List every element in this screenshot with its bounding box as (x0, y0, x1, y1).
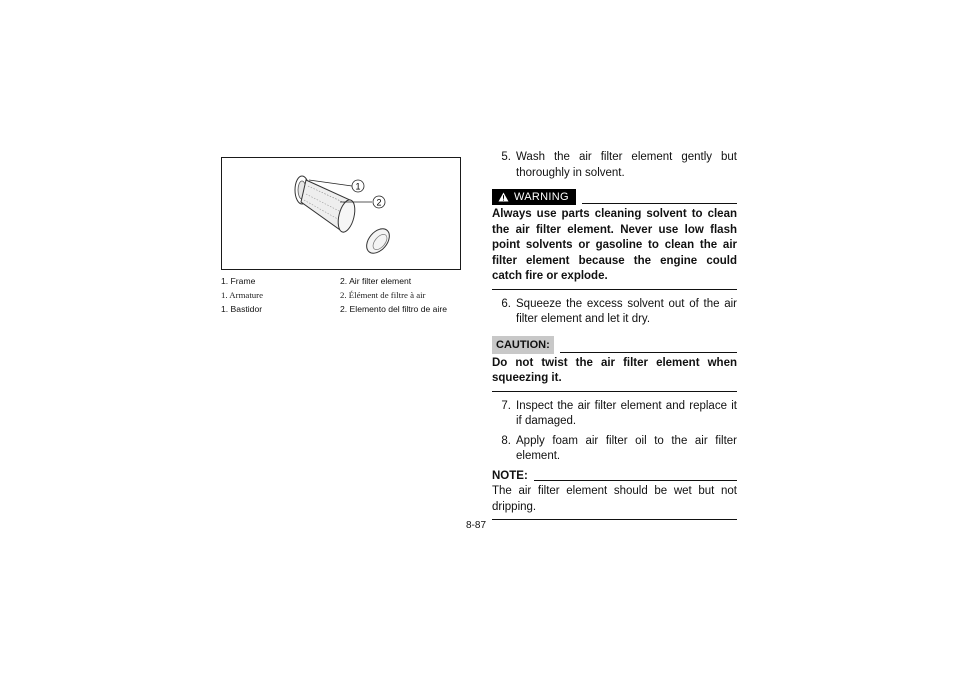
svg-text:2: 2 (376, 197, 382, 208)
step-6: 6. Squeeze the excess solvent out of the air filter element and let it dry. (501, 297, 737, 325)
caution-rule (560, 352, 737, 353)
figure-box (221, 157, 461, 270)
step-7: 7. Inspect the air filter element and replace it if damaged. (501, 399, 737, 427)
warning-badge: WARNING (492, 189, 576, 205)
caution-text: Do not twist the air filter element when squeezing it. (492, 356, 737, 384)
caution-end-rule (492, 391, 737, 392)
figure-captions (221, 274, 466, 316)
note-header (492, 469, 737, 485)
svg-text:1: 1 (355, 181, 361, 192)
air-filter-illustration (222, 158, 460, 269)
caution-badge: CAUTION: (492, 336, 554, 354)
caution-header (492, 336, 737, 354)
caption-row-fr: 1. Armature 2. Élément de filtre à air (221, 290, 426, 300)
step-5: 5. Wash the air filter element gently but thoroughly in solvent. (501, 151, 737, 179)
note-end-rule (492, 519, 737, 520)
note-rule (534, 480, 737, 481)
warning-text: Always use parts cleaning solvent to clean the air filter element. Never use low flash point solvents or gasoline to clean the air filter element because the engine could catch fire or explode. (492, 208, 737, 282)
warning-rule (582, 203, 737, 204)
note-label: NOTE: (492, 469, 528, 482)
instruction-column (492, 150, 737, 527)
warning-end-rule (492, 289, 737, 290)
note-text: The air filter element should be wet but not dripping. (492, 485, 737, 513)
warning-header (492, 189, 737, 205)
caption-row-es: 1. Bastidor 2. Elemento del filtro de aire (221, 304, 448, 314)
step-8: 8. Apply foam air filter oil to the air filter element. (501, 434, 737, 462)
page-number: 8-87 (466, 520, 487, 531)
caption-row-en: 1. Frame 2. Air filter element (221, 276, 412, 286)
warning-triangle-icon (498, 192, 509, 202)
